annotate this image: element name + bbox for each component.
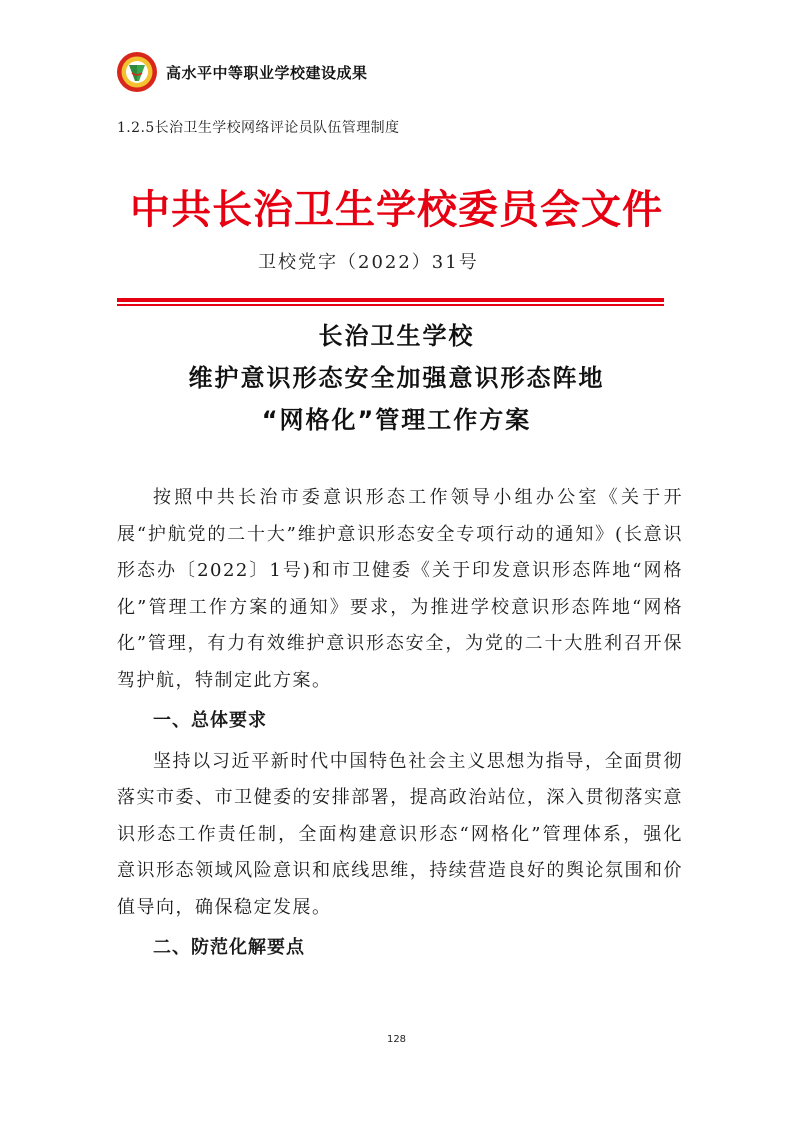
title-line-3: “网格化”管理工作方案 xyxy=(261,406,532,434)
intro-paragraph: 按照中共长治市委意识形态工作领导小组办公室《关于开展“护航党的二十大”维护意识形态安全专项行动的通知》(长意识形态办〔2022〕1号)和市卫健委《关于印发意识形态阵地“网格化”管理工作方案的通知》要求，为推进学校意识形态阵地“网格化”管理，有力有效维护意识形态安全，为党的二十大胜利召开保驾护航，特制定此方案。 xyxy=(117,487,683,691)
red-divider-thin xyxy=(117,304,664,306)
document-body xyxy=(117,480,683,971)
title-line-1: 长治卫生学校 xyxy=(318,322,475,350)
document-red-head: 中共长治卫生学校委员会文件 xyxy=(130,187,663,233)
section-heading-2: 二、防范化解要点 xyxy=(153,937,305,958)
section-reference: 1.2.5长治卫生学校网络评论员队伍管理制度 xyxy=(117,120,400,136)
page-header xyxy=(116,50,368,94)
title-line-2: 维护意识形态安全加强意识形态阵地 xyxy=(188,364,605,392)
red-divider-thick xyxy=(117,298,664,302)
document-number: 卫校党字（2022）31号 xyxy=(258,252,479,273)
document-title xyxy=(0,315,793,441)
section-heading-1: 一、总体要求 xyxy=(153,710,267,731)
header-title: 高水平中等职业学校建设成果 xyxy=(166,63,368,82)
general-requirements-paragraph: 坚持以习近平新时代中国特色社会主义思想为指导，全面贯彻落实市委、市卫健委的安排部署，提高政治站位，深入贯彻落实意识形态工作责任制，全面构建意识形态“网格化”管理体系，强化意识形态领域风险意识和底线思维，持续营造良好的舆论氛围和价值导向，确保稳定发展。 xyxy=(117,750,683,918)
page-number: 128 xyxy=(386,1034,407,1045)
school-emblem-icon xyxy=(116,51,158,93)
